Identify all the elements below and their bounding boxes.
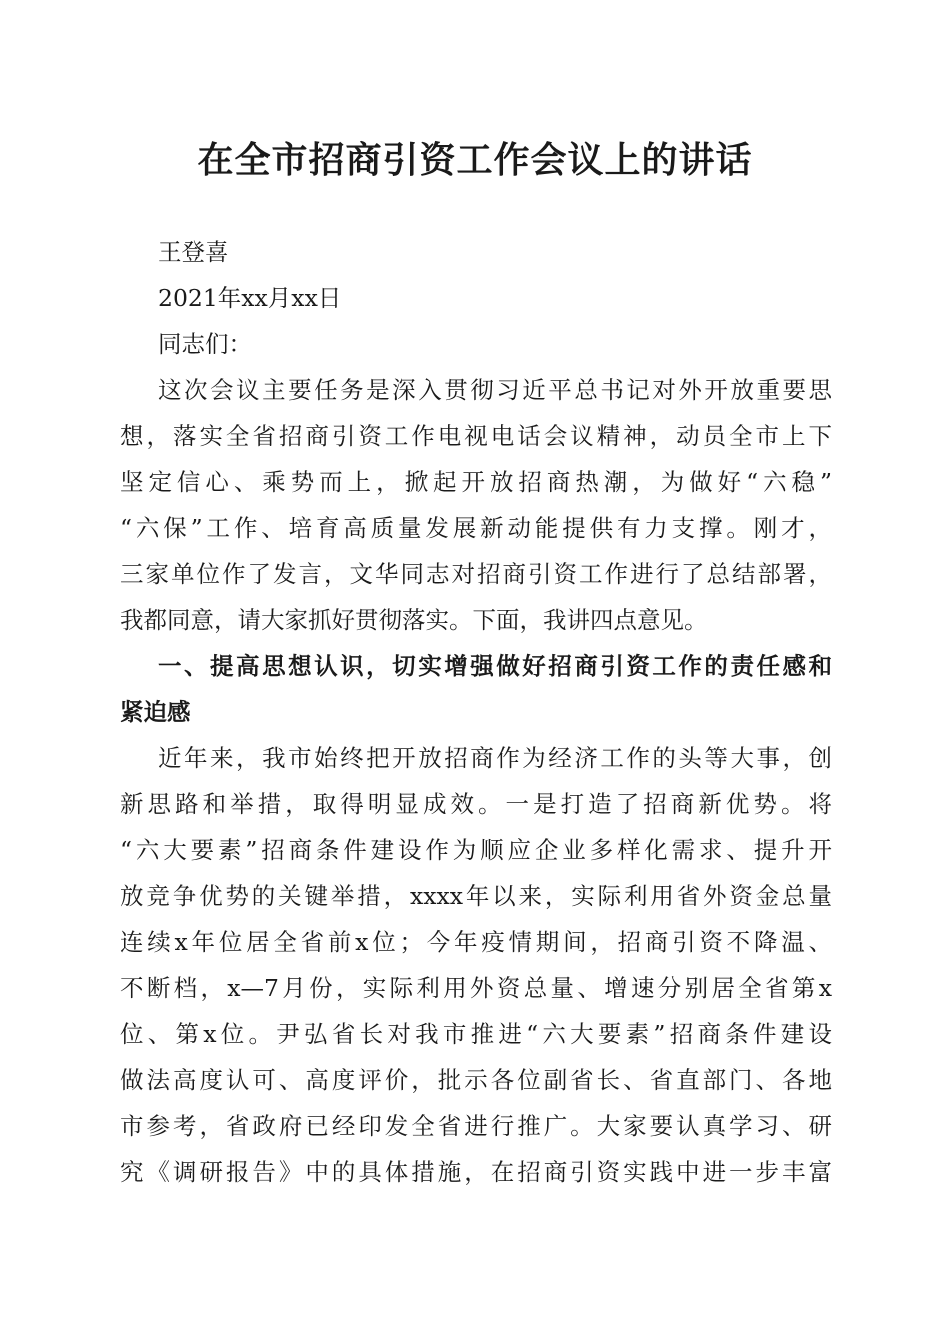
paragraph-line: 坚定信心、乘势而上，掀起开放招商热潮，为做好“六稳”: [120, 468, 832, 496]
paragraph-line: 市参考，省政府已经印发全省进行推广。大家要认真学习、研: [120, 1112, 832, 1140]
paragraph-line: “六保”工作、培育高质量发展新动能提供有力支撑。刚才，: [120, 514, 832, 542]
author-line: 王登喜: [158, 238, 229, 266]
document-body: [120, 229, 832, 1195]
paragraph-line: 连续x年位居全省前x位；今年疫情期间，招商引资不降温、: [120, 928, 832, 956]
paragraph-line: “六大要素”招商条件建设作为顺应企业多样化需求、提升开: [120, 836, 832, 864]
paragraph-line: 三家单位作了发言，文华同志对招商引资工作进行了总结部署，: [120, 560, 832, 588]
paragraph-line: 近年来，我市始终把开放招商作为经济工作的头等大事，创: [158, 744, 832, 772]
section-heading-line: 紧迫感: [120, 698, 191, 726]
salutation-line: 同志们：: [158, 330, 252, 358]
paragraph-line: 放竞争优势的关键举措，xxxx年以来，实际利用省外资金总量: [120, 882, 832, 910]
paragraph-line: 做法高度认可、高度评价，批示各位副省长、省直部门、各地: [120, 1066, 832, 1094]
paragraph-line: 位、第x位。尹弘省长对我市推进“六大要素”招商条件建设: [120, 1020, 832, 1048]
paragraph-line: 这次会议主要任务是深入贯彻习近平总书记对外开放重要思: [158, 376, 832, 404]
paragraph-line: 想，落实全省招商引资工作电视电话会议精神，动员全市上下: [120, 422, 832, 450]
paragraph-line: 新思路和举措，取得明显成效。一是打造了招商新优势。将: [120, 790, 832, 818]
paragraph-line: 不断档，x—7月份，实际利用外资总量、增速分别居全省第x: [120, 974, 832, 1002]
section-heading-line: 一、提高思想认识，切实增强做好招商引资工作的责任感和: [158, 652, 832, 680]
document-title: 在全市招商引资工作会议上的讲话: [197, 139, 753, 181]
date-line: 2021年xx月xx日: [158, 284, 342, 312]
paragraph-line: 究《调研报告》中的具体措施，在招商引资实践中进一步丰富: [120, 1158, 832, 1186]
paragraph-line: 我都同意，请大家抓好贯彻落实。下面，我讲四点意见。: [120, 606, 708, 634]
